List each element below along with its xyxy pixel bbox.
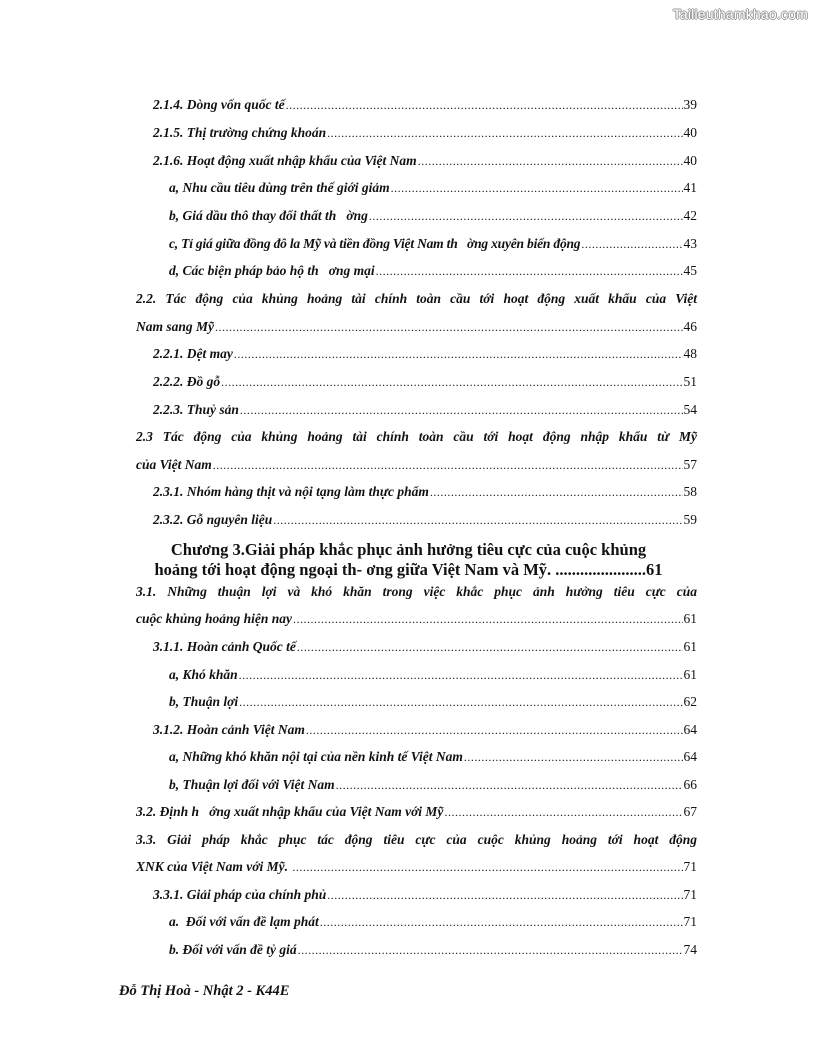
toc-leader: [418, 152, 683, 170]
toc-entry[interactable]: [169, 748, 697, 766]
toc-entry[interactable]: [153, 886, 697, 904]
toc-leader: [273, 511, 682, 529]
toc-leader: [464, 748, 683, 766]
toc-page-number: 41: [683, 180, 697, 195]
toc-entry-heading-line[interactable]: 3.3. Giải pháp khắc phục tác động tiêu cực của cuộc khủng hoảng tới hoạt động: [136, 832, 697, 847]
toc-entry-heading-line[interactable]: 2.3 Tác động của khủng hoảng tài chính toàn cầu tới hoạt động nhập khẩu từ Mỹ: [136, 429, 697, 444]
toc-leader: [320, 913, 683, 931]
toc-entry-label: 2.1.5. Thị trường chứng khoán: [153, 125, 327, 140]
toc-entry-heading-line[interactable]: 3.1. Những thuận lợi và khó khăn trong việc khắc phục ảnh hưởng tiêu cực của: [136, 584, 697, 599]
toc-page-number: 40: [683, 153, 697, 168]
toc-page-number: 74: [683, 942, 697, 957]
toc-page-number: 40: [683, 125, 697, 140]
toc-leader: [327, 124, 682, 142]
toc-page-number: 64: [683, 749, 697, 764]
toc-leader: [293, 610, 682, 628]
chapter-heading[interactable]: [120, 540, 697, 580]
toc-leader: [444, 803, 682, 821]
toc-page-number: 51: [683, 374, 697, 389]
toc-entry-label: 3.1.1. Hoàn cảnh Quốc tế: [153, 639, 296, 654]
toc-entry-label: Nam sang Mỹ: [136, 319, 215, 334]
toc-entry[interactable]: [153, 345, 697, 363]
toc-entry[interactable]: [136, 610, 697, 628]
toc-entry-label: 2.2.1. Dệt may: [153, 346, 233, 361]
toc-page-number: 48: [683, 346, 697, 361]
toc-page-number: 62: [683, 694, 697, 709]
toc-page-number: 71: [683, 887, 697, 902]
chapter-heading-page: 61: [646, 560, 663, 579]
toc-page-number: 54: [683, 402, 697, 417]
chapter-heading-line1: Chương 3.Giải pháp khắc phục ảnh hưởng tiêu cực của cuộc khủng: [170, 540, 647, 559]
toc-leader: [327, 886, 682, 904]
toc-entry-label: b, Thuận lợi đối với Việt Nam: [169, 777, 335, 792]
toc-entry[interactable]: [169, 666, 697, 684]
toc-page-number: 43: [683, 236, 697, 251]
toc-page-number: 61: [683, 611, 697, 626]
toc-leader: [240, 401, 683, 419]
toc-page-number: 42: [683, 208, 697, 223]
toc-entry[interactable]: [153, 721, 697, 739]
toc-leader: [391, 179, 683, 197]
toc-page-number: 67: [683, 804, 697, 819]
toc-leader: [336, 776, 683, 794]
toc-page-number: 71: [683, 859, 697, 874]
toc-entry-label: 2.3.1. Nhóm hàng thịt và nội tạng làm thực phẩm: [153, 484, 429, 499]
toc-entry-label: 2.3.2. Gỗ nguyên liệu: [153, 512, 273, 527]
toc-page-number: 61: [683, 667, 697, 682]
toc-entry[interactable]: [169, 207, 697, 225]
toc-entry-label: a. Đối với vấn đề lạm phát: [169, 914, 319, 929]
toc-leader: [306, 721, 683, 739]
toc-leader: [298, 941, 683, 959]
toc-entry[interactable]: [153, 638, 697, 656]
toc-entry-label: d, Các biện pháp bảo hộ th ơng mại: [169, 263, 375, 278]
toc-leader: [430, 483, 683, 501]
toc-entry-label: 3.1.2. Hoàn cảnh Việt Nam: [153, 722, 305, 737]
toc-entry[interactable]: [153, 401, 697, 419]
toc-entry[interactable]: [169, 693, 697, 711]
toc-page-number: 39: [683, 97, 697, 112]
toc-page-number: 57: [683, 457, 697, 472]
toc-entry-label: a, Nhu cầu tiêu dùng trên thế giới giảm: [169, 180, 390, 195]
toc-leader: [215, 318, 682, 336]
toc-entry-heading-line[interactable]: 2.2. Tác động của khủng hoảng tài chính toàn cầu tới hoạt động xuất khẩu của Việt: [136, 291, 697, 306]
page-footer: Đỗ Thị Hoà - Nhật 2 - K44E: [119, 983, 290, 999]
chapter-heading-leader: ......................: [555, 560, 647, 579]
toc-entry-label: 2.2.3. Thuỷ sản: [153, 402, 239, 417]
toc-entry-label: b, Giá dầu thô thay đổi thất th ờng: [169, 208, 368, 223]
toc-page-number: 61: [683, 639, 697, 654]
toc-leader: [239, 693, 682, 711]
toc-entry[interactable]: [153, 483, 697, 501]
toc-page-number: 46: [683, 319, 697, 334]
toc-entry[interactable]: [153, 511, 697, 529]
toc-entry[interactable]: [169, 913, 697, 931]
toc-entry[interactable]: [169, 941, 697, 959]
toc-entry-label: XNK của Việt Nam với Mỹ.: [136, 859, 292, 874]
toc-entry-label: của Việt Nam: [136, 457, 212, 472]
toc-entry[interactable]: [153, 124, 697, 142]
toc-leader: [297, 638, 683, 656]
toc-leader: [286, 96, 683, 114]
toc-entry-label: 2.2.2. Đồ gỗ: [153, 374, 221, 389]
toc-page-number: 45: [683, 263, 697, 278]
toc-entry-label: a, Những khó khăn nội tại của nền kinh tế Việt Nam: [169, 749, 463, 764]
toc-entry-label: b. Đối với vấn đề tỷ giá: [169, 942, 297, 957]
toc-entry[interactable]: [169, 776, 697, 794]
toc-entry-label: c, Tỉ giá giữa đồng đô la Mỹ và tiền đồng Việt Nam th ờng xuyên biến động: [169, 236, 581, 251]
toc-entry[interactable]: [153, 152, 697, 170]
toc-page-number: 64: [683, 722, 697, 737]
toc-leader: [221, 373, 682, 391]
toc-entry-label: cuộc khủng hoảng hiện nay: [136, 611, 293, 626]
watermark: Tailieuthamkhao.com: [672, 6, 808, 22]
toc-leader: [239, 666, 683, 684]
toc-page-number: 71: [683, 914, 697, 929]
chapter-heading-title: hoảng tới hoạt động ngoại th- ơng giữa Việt Nam và Mỹ.: [154, 560, 556, 579]
toc-entry[interactable]: [153, 373, 697, 391]
toc-entry-label: 2.1.4. Dòng vốn quốc tế: [153, 97, 285, 112]
toc-leader: [581, 235, 682, 253]
toc-entry[interactable]: [136, 456, 697, 474]
toc-entry[interactable]: [136, 858, 697, 876]
toc-entry[interactable]: [153, 96, 697, 114]
toc-entry-label: 3.3.1. Giải pháp của chính phủ: [153, 887, 327, 902]
toc-leader: [292, 858, 682, 876]
toc-entry[interactable]: [169, 179, 697, 197]
toc-entry-label: 2.1.6. Hoạt động xuất nhập khẩu của Việt Nam: [153, 153, 417, 168]
toc-entry-label: a, Khó khăn: [169, 667, 238, 682]
toc-leader: [213, 456, 683, 474]
toc-entry-label: b, Thuận lợi: [169, 694, 239, 709]
toc-entry[interactable]: [169, 262, 697, 280]
toc-entry[interactable]: [169, 235, 697, 253]
toc-leader: [234, 345, 683, 363]
toc-entry[interactable]: [136, 803, 697, 821]
toc-entry[interactable]: [136, 318, 697, 336]
toc-leader: [369, 207, 683, 225]
toc-leader: [376, 262, 683, 280]
toc-page-number: 66: [683, 777, 697, 792]
toc-entry-label: 3.2. Định h ớng xuất nhập khẩu của Việt Nam với Mỹ: [136, 804, 444, 819]
chapter-heading-line2: [120, 560, 697, 580]
toc-page-number: 58: [683, 484, 697, 499]
toc-page-number: 59: [683, 512, 697, 527]
